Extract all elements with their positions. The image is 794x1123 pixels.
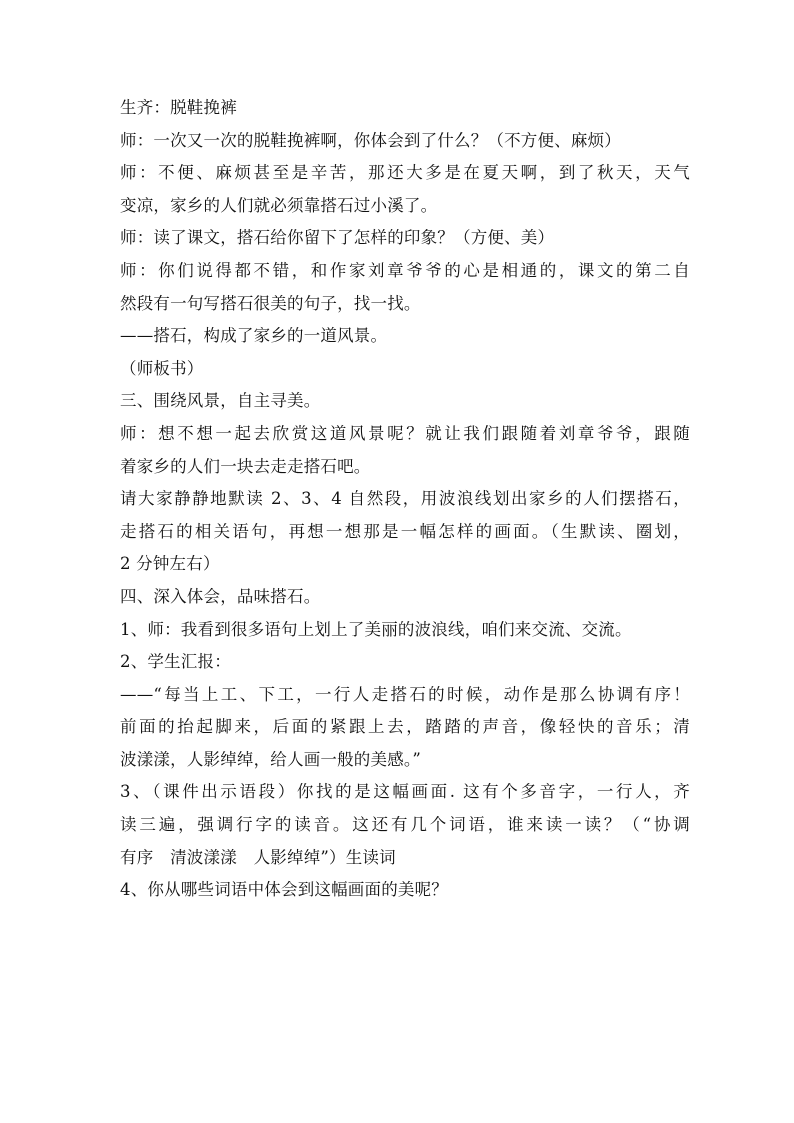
text-line-1: 生齐：脱鞋挽裤 [120, 98, 237, 117]
text-line-14: 走搭石的相关语句，再想一想那是一幅怎样的画面。（生默读、圈划， [120, 521, 690, 541]
text-line-2: 师：一次又一次的脱鞋挽裤啊，你体会到了什么？（不方便、麻烦） [120, 130, 621, 150]
text-line-3: 师：不便、麻烦甚至是辛苦，那还大多是在夏天啊，到了秋天，天气 [120, 163, 690, 183]
text-line-13: 请大家静静地默读 2、3、4 自然段，用波浪线划出家乡的人们摆搭石， [120, 489, 690, 509]
section-heading-4: 四、深入体会，品味搭石。 [120, 586, 321, 606]
text-line-7: 然段有一句写搭石很美的句子，找一找。 [120, 293, 421, 313]
section-heading-3: 三、围绕风景，自主寻美。 [120, 391, 321, 411]
text-line-21: 波漾漾，人影绰绰，给人画一般的美感。” [120, 749, 421, 769]
text-line-11: 师：想不想一起去欣赏这道风景呢？就让我们跟随着刘章爷爷，跟随 [120, 423, 690, 443]
text-line-8: ——搭石，构成了家乡的一道风景。 [120, 326, 388, 346]
text-line-5: 师：读了课文，搭石给你留下了怎样的印象？（方便、美） [120, 228, 555, 248]
text-line-22: 3、（课件出示语段）你找的是这幅画面. 这有个多音字，一行人，齐 [120, 782, 690, 802]
text-line-20: 前面的抬起脚来，后面的紧跟上去，踏踏的声音，像轻快的音乐；清 [120, 717, 690, 737]
text-line-9: （师板书） [120, 358, 204, 378]
document-page [120, 92, 690, 907]
text-line-18: 2、学生汇报： [120, 652, 231, 672]
text-line-25: 4、你从哪些词语中体会到这幅画面的美呢？ [120, 880, 448, 900]
text-line-17: 1、师：我看到很多语句上划上了美丽的波浪线，咱们来交流、交流。 [120, 619, 632, 639]
text-line-19: ——“每当上工、下工，一行人走搭石的时候，动作是那么协调有序！ [120, 684, 690, 704]
text-line-4: 变凉，家乡的人们就必须靠搭石过小溪了。 [120, 195, 438, 215]
text-line-12: 着家乡的人们一块去走走搭石吧。 [120, 456, 371, 476]
text-line-6: 师：你们说得都不错，和作家刘章爷爷的心是相通的，课文的第二自 [120, 260, 690, 280]
text-line-15: 2 分钟左右） [120, 554, 220, 574]
text-line-23: 读三遍，强调行字的读音。这还有几个词语，谁来读一读？（“协调 [120, 815, 690, 835]
text-line-24: 有序 清波漾漾 人影绰绰”）生读词 [120, 847, 396, 867]
